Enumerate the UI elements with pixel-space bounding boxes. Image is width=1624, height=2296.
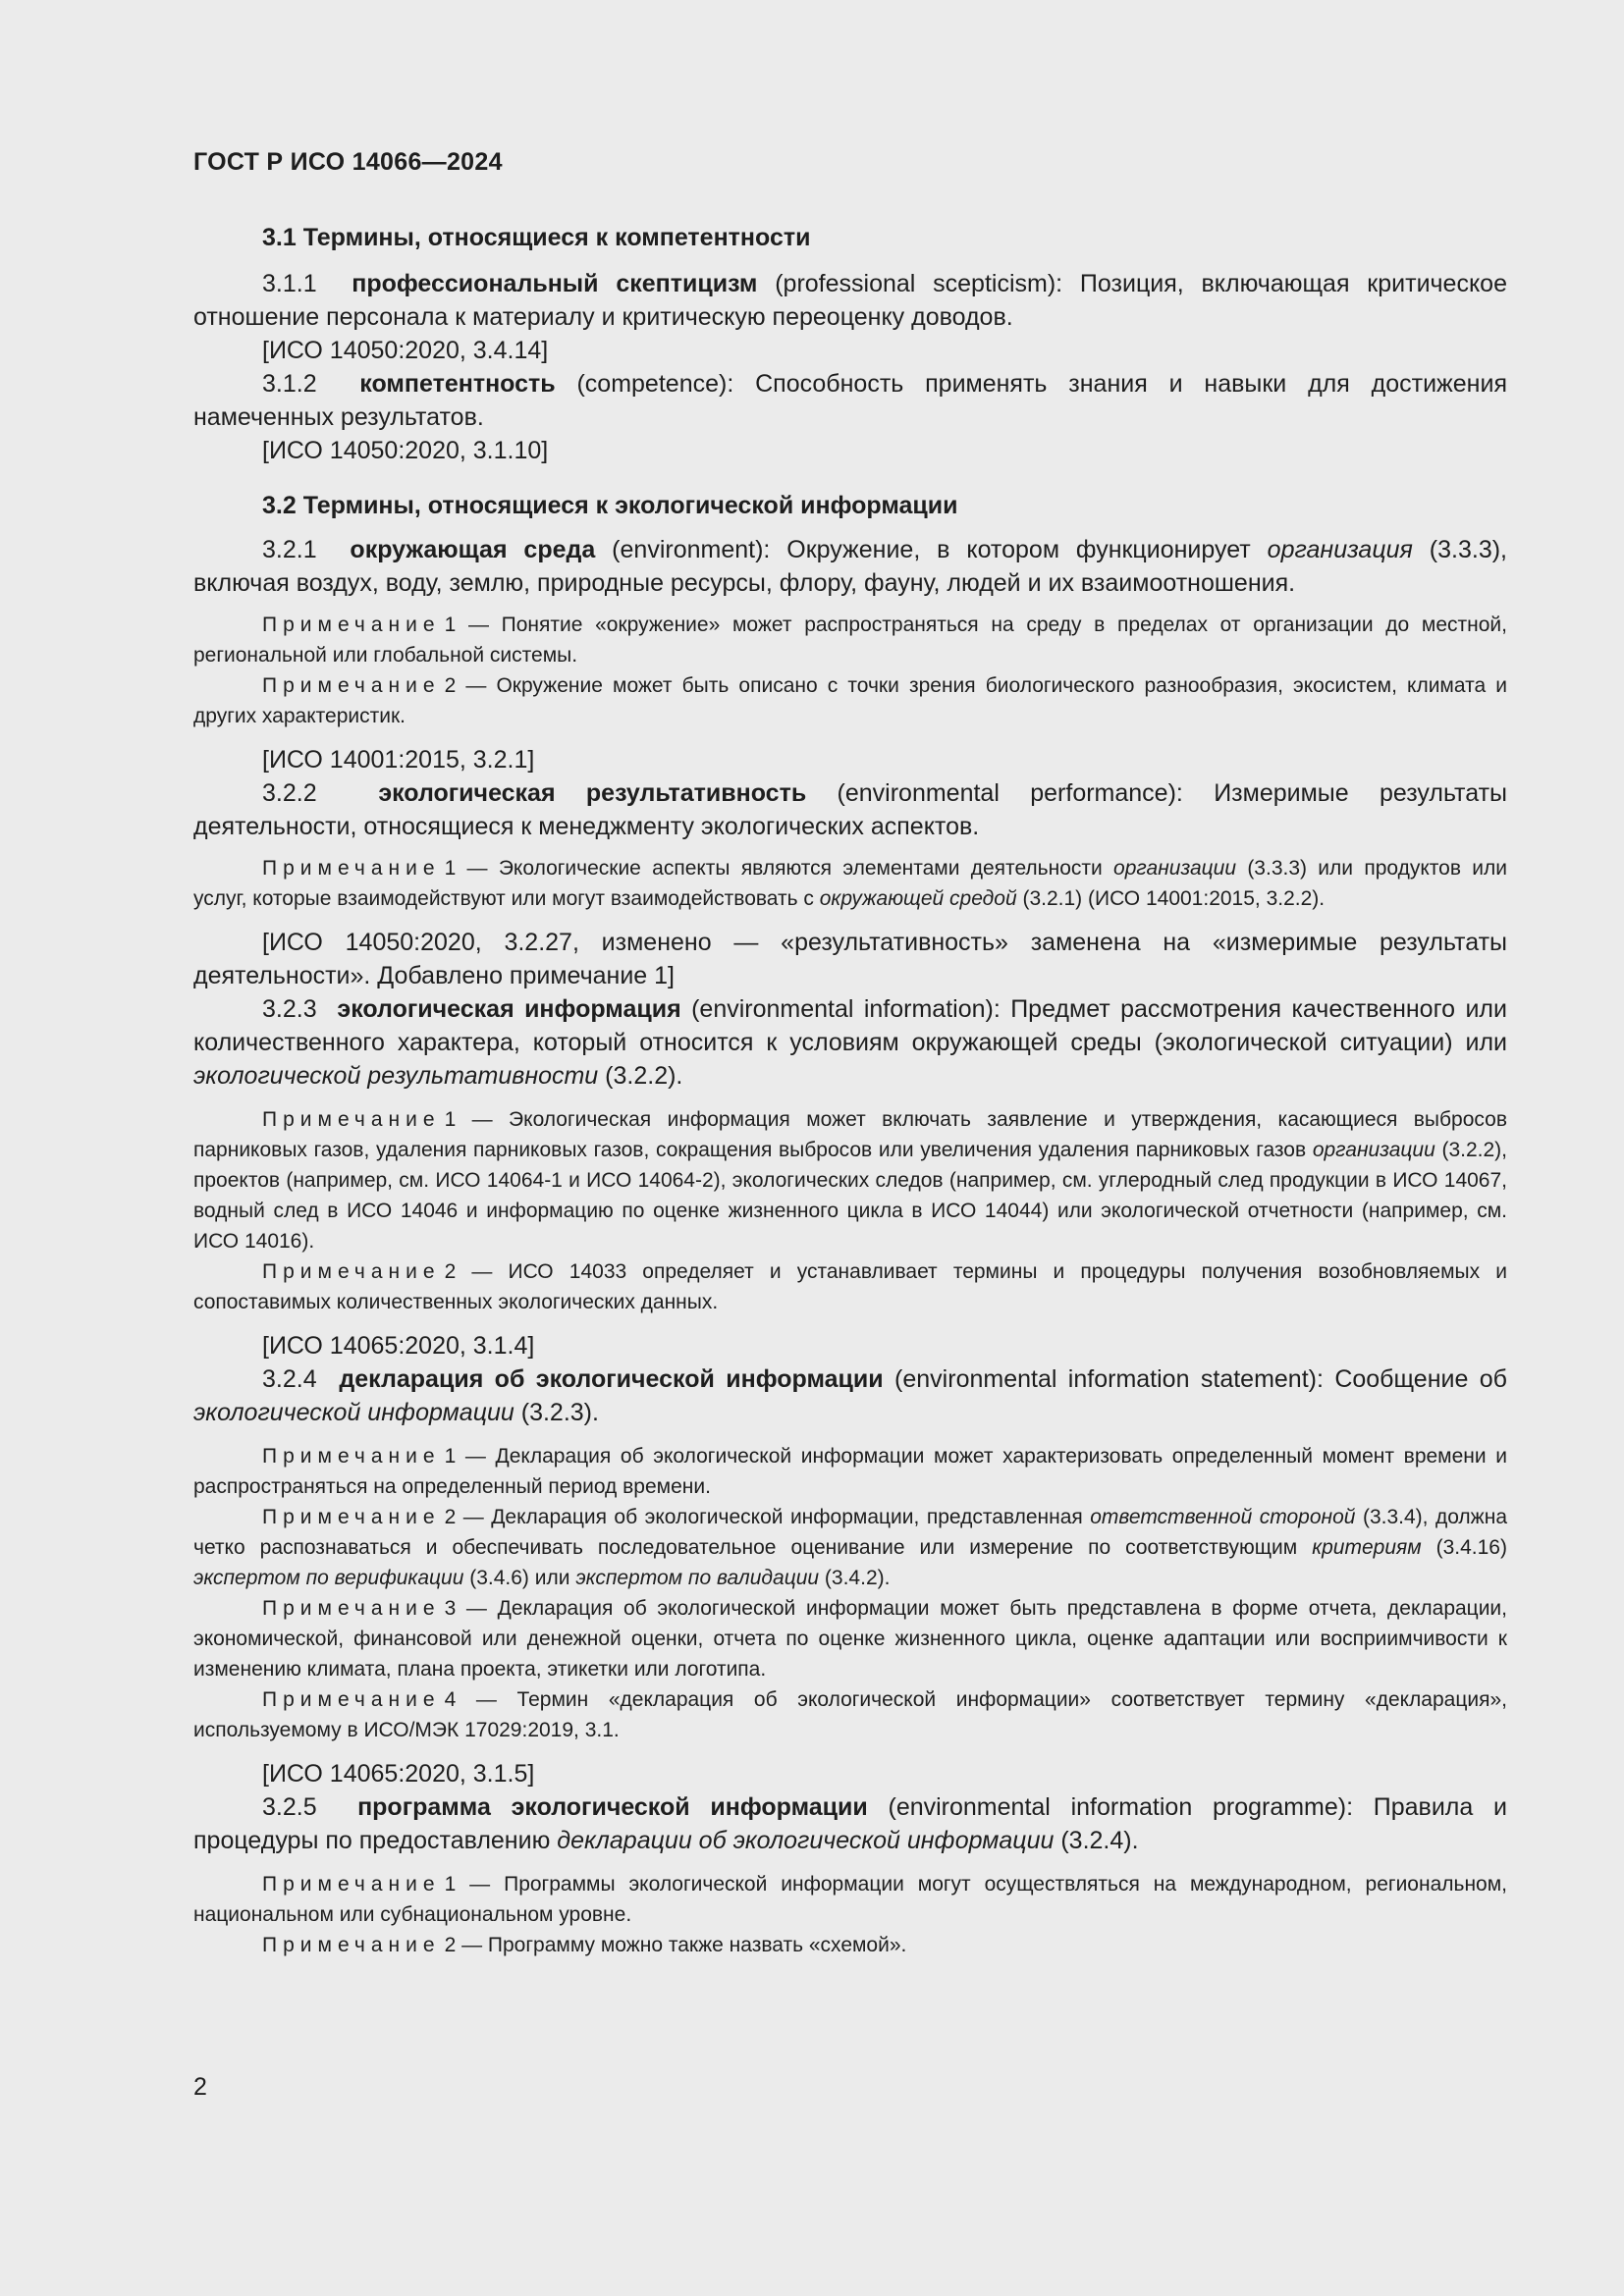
note-text: (3.4.16): [1421, 1536, 1507, 1559]
term-number: 3.1.2: [262, 370, 317, 398]
term-reference: декларации об экологической информации: [557, 1827, 1055, 1854]
note-text: (3.3.3) или продуктов или услуг, которые взаимодействуют или могут взаимодействовать с: [193, 857, 1507, 910]
term-number: 3.2.1: [262, 536, 317, 563]
term-definition: (3.2.3).: [514, 1399, 599, 1426]
note-label: Примечание: [262, 1934, 441, 1956]
term-definition: (environmental information statement): Сообщение об: [883, 1365, 1507, 1393]
note-text: 2 — Декларация об экологической информации, представленная: [444, 1506, 1091, 1528]
term-3-1-2: [193, 367, 1507, 434]
note-text: 2 — Программу можно также назвать «схемой».: [444, 1934, 907, 1956]
note-text: 1 — Декларация об экологической информации может характеризовать определенный момент времени и распространяться на определенный период времени.: [193, 1445, 1507, 1498]
term-definition: (environmental performance): Измеримые результаты деятельности, относящиеся к менеджменту экологических аспектов.: [193, 779, 1507, 840]
term-number: 3.2.3: [262, 995, 317, 1023]
section-title-3-1: 3.1 Термины, относящиеся к компетентности: [262, 224, 811, 251]
note: [193, 1256, 1507, 1317]
note: [193, 1441, 1507, 1502]
term-reference: экологической результативности: [193, 1062, 599, 1090]
term-reference: организация: [1267, 536, 1413, 563]
term-3-2-2: [193, 776, 1507, 843]
note-label: Примечание: [262, 1597, 441, 1620]
term-definition: (competence): Способность применять знания и навыки для достижения намеченных результатов.: [193, 370, 1507, 431]
note-text: 1 — Программы экологической информации могут осуществляться на международном, региональном, национальном или субнациональном уровне.: [193, 1873, 1507, 1926]
section-title-3-2: 3.2 Термины, относящиеся к экологической информации: [262, 492, 958, 519]
term-definition: (environmental information): Предмет рассмотрения качественного или количественного характера, который относится к условиям окружающей среды (экологической ситуации) или: [193, 995, 1507, 1056]
term-3-2-1: [193, 533, 1507, 600]
term-source: [ИСО 14050:2020, 3.2.27, изменено — «результативность» заменена на «измеримые результаты деятельности». Добавлено примечание 1]: [193, 929, 1507, 989]
note-label: Примечание: [262, 1445, 441, 1468]
note-label: Примечание: [262, 674, 441, 697]
note-text: 2 — ИСО 14033 определяет и устанавливает термины и процедуры получения возобновляемых и сопоставимых количественных экологических данных.: [193, 1260, 1507, 1313]
term-definition: (professional scepticism): Позиция, включающая критическое отношение персонала к материалу и критическую переоценку доводов.: [193, 270, 1507, 331]
term-source: [ИСО 14050:2020, 3.1.10]: [262, 437, 549, 464]
term-reference: окружающей средой: [819, 887, 1017, 910]
note-text: (3.4.2).: [819, 1567, 891, 1589]
term-definition: (3.3.3), включая воздух, воду, землю, природные ресурсы, флору, фауну, людей и их взаимоотношения.: [193, 536, 1507, 597]
note-text: (3.3.4), должна четко распознаваться и обеспечивать последовательное оценивание или измерение по соответствующим: [193, 1506, 1508, 1559]
note: [193, 1502, 1507, 1593]
term-source: [ИСО 14065:2020, 3.1.5]: [262, 1760, 535, 1788]
note: [193, 670, 1507, 731]
term-number: 3.1.1: [262, 270, 317, 297]
page-content: [193, 221, 1507, 1960]
note-label: Примечание: [262, 1108, 441, 1131]
note-text: (3.2.2), проектов (например, см. ИСО 14064-1 и ИСО 14064-2), экологических следов (например, см. углеродный след продукции в ИСО 14067, водный след в ИСО 14046 и информацию по оценке жизненного цикла в ИСО 14044) или экологической отчетности (например, см. ИСО 14016).: [193, 1139, 1507, 1253]
term-3-2-3: [193, 992, 1507, 1093]
term-number: 3.2.2: [262, 779, 317, 807]
term-reference: экспертом по верификации: [193, 1567, 464, 1589]
term-3-2-4: [193, 1362, 1507, 1429]
term-number: 3.2.4: [262, 1365, 317, 1393]
term-name: компетентность: [359, 370, 556, 398]
note: [193, 1684, 1507, 1745]
term-name: декларация об экологической информации: [339, 1365, 884, 1393]
term-source: [ИСО 14050:2020, 3.4.14]: [262, 337, 549, 364]
note-label: Примечание: [262, 1506, 441, 1528]
term-name: экологическая информация: [337, 995, 681, 1023]
note-label: Примечание: [262, 1688, 441, 1711]
term-name: окружающая среда: [350, 536, 596, 563]
note-label: Примечание: [262, 1873, 441, 1896]
note: [193, 853, 1507, 914]
note-text: (3.4.6) или: [463, 1567, 576, 1589]
term-3-2-5: [193, 1790, 1507, 1857]
note: [193, 610, 1507, 670]
term-reference: организации: [1312, 1139, 1435, 1161]
term-source: [ИСО 14001:2015, 3.2.1]: [262, 746, 535, 774]
note: [193, 1593, 1507, 1684]
note-text: 2 — Окружение может быть описано с точки зрения биологического разнообразия, экосистем, климата и других характеристик.: [193, 674, 1507, 727]
note-text: 1 — Понятие «окружение» может распространяться на среду в пределах от организации до местной, региональной или глобальной системы.: [193, 614, 1507, 667]
term-definition: (environment): Окружение, в котором функционирует: [595, 536, 1268, 563]
term-source: [ИСО 14065:2020, 3.1.4]: [262, 1332, 535, 1360]
note-label: Примечание: [262, 1260, 441, 1283]
term-reference: критериям: [1312, 1536, 1422, 1559]
page-number: 2: [193, 2073, 207, 2101]
term-definition: (3.2.4).: [1054, 1827, 1139, 1854]
term-3-1-1: [193, 267, 1507, 334]
term-name: профессиональный скептицизм: [352, 270, 758, 297]
term-number: 3.2.5: [262, 1793, 317, 1821]
term-name: программа экологической информации: [357, 1793, 868, 1821]
note-text: 3 — Декларация об экологической информации может быть представлена в форме отчета, декларации, экономической, финансовой или денежной оценки, отчета по оценке жизненного цикла, оценке адаптации или восприимчивости к изменению климата, плана проекта, этикетки или логотипа.: [193, 1597, 1507, 1681]
note-label: Примечание: [262, 857, 441, 880]
term-reference: экспертом по валидации: [575, 1567, 820, 1589]
note: [193, 1930, 1507, 1960]
note: [193, 1869, 1507, 1930]
note: [193, 1104, 1507, 1256]
note-text: 1 — Экологическая информация может включать заявление и утверждения, касающиеся выбросов парниковых газов, удаления парниковых газов, сокращения выбросов или увеличения удаления парниковых газов: [193, 1108, 1507, 1161]
term-definition: (3.2.2).: [598, 1062, 683, 1090]
note-text: 4 — Термин «декларация об экологической информации» соответствует термину «декларация», используемому в ИСО/МЭК 17029:2019, 3.1.: [193, 1688, 1507, 1741]
term-definition: (environmental information programme): Правила и процедуры по предоставлению: [193, 1793, 1507, 1854]
term-reference: экологической информации: [193, 1399, 514, 1426]
term-reference: организации: [1113, 857, 1237, 880]
note-label: Примечание: [262, 614, 441, 636]
note-text: 1 — Экологические аспекты являются элементами деятельности: [444, 857, 1114, 880]
document-header: ГОСТ Р ИСО 14066—2024: [193, 148, 503, 176]
note-text: (3.2.1) (ИСО 14001:2015, 3.2.2).: [1016, 887, 1326, 910]
term-name: экологическая результативность: [378, 779, 807, 807]
term-reference: ответственной стороной: [1090, 1506, 1356, 1528]
